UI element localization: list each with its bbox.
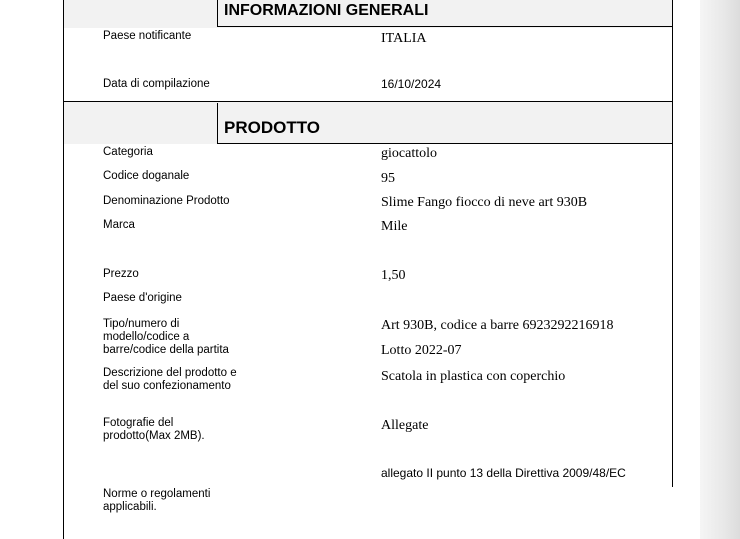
general-title-underline xyxy=(217,26,673,27)
value-data-compilazione: 16/10/2024 xyxy=(381,77,442,91)
value-prezzo: 1,50 xyxy=(381,268,406,283)
label-data-compilazione: Data di compilazione xyxy=(103,78,210,90)
label-denominazione: Denominazione Prodotto xyxy=(103,195,230,207)
label-descrizione: Descrizione del prodotto e del suo confezionamento xyxy=(103,367,237,392)
general-title-divider xyxy=(217,0,218,26)
label-paese-origine: Paese d'origine xyxy=(103,292,182,304)
label-categoria: Categoria xyxy=(103,146,153,158)
label-fotografie: Fotografie del prodotto(Max 2MB). xyxy=(103,417,205,442)
label-modello: Tipo/numero di modello/codice a barre/codice della partita xyxy=(103,318,229,356)
value-codice-doganale: 95 xyxy=(381,171,395,186)
value-lotto: Lotto 2022-07 xyxy=(381,343,462,358)
section-title-general: INFORMAZIONI GENERALI xyxy=(224,2,429,19)
value-paese-notificante: ITALIA xyxy=(381,31,427,46)
label-norme: Norme o regolamenti applicabili. xyxy=(103,488,211,513)
page-shadow xyxy=(700,0,740,539)
value-fotografie: Allegate xyxy=(381,418,429,433)
product-title-underline xyxy=(217,143,673,144)
left-border xyxy=(63,0,64,539)
product-header-band xyxy=(64,102,673,144)
value-denominazione: Slime Fango fiocco di neve art 930B xyxy=(381,195,588,210)
label-marca: Marca xyxy=(103,219,135,231)
label-prezzo: Prezzo xyxy=(103,268,139,280)
section-separator xyxy=(63,101,673,102)
value-descrizione: Scatola in plastica con coperchio xyxy=(381,369,566,384)
value-modello: Art 930B, codice a barre 6923292216918 xyxy=(381,318,614,333)
product-title-divider xyxy=(217,103,218,143)
value-marca: Mile xyxy=(381,219,408,234)
right-border xyxy=(672,0,673,487)
section-title-product: PRODOTTO xyxy=(224,118,321,137)
label-codice-doganale: Codice doganale xyxy=(103,170,190,182)
value-norme: allegato II punto 13 della Direttiva 2009/48/EC xyxy=(381,466,626,480)
value-categoria: giocattolo xyxy=(381,146,437,161)
label-paese-notificante: Paese notificante xyxy=(103,30,192,42)
